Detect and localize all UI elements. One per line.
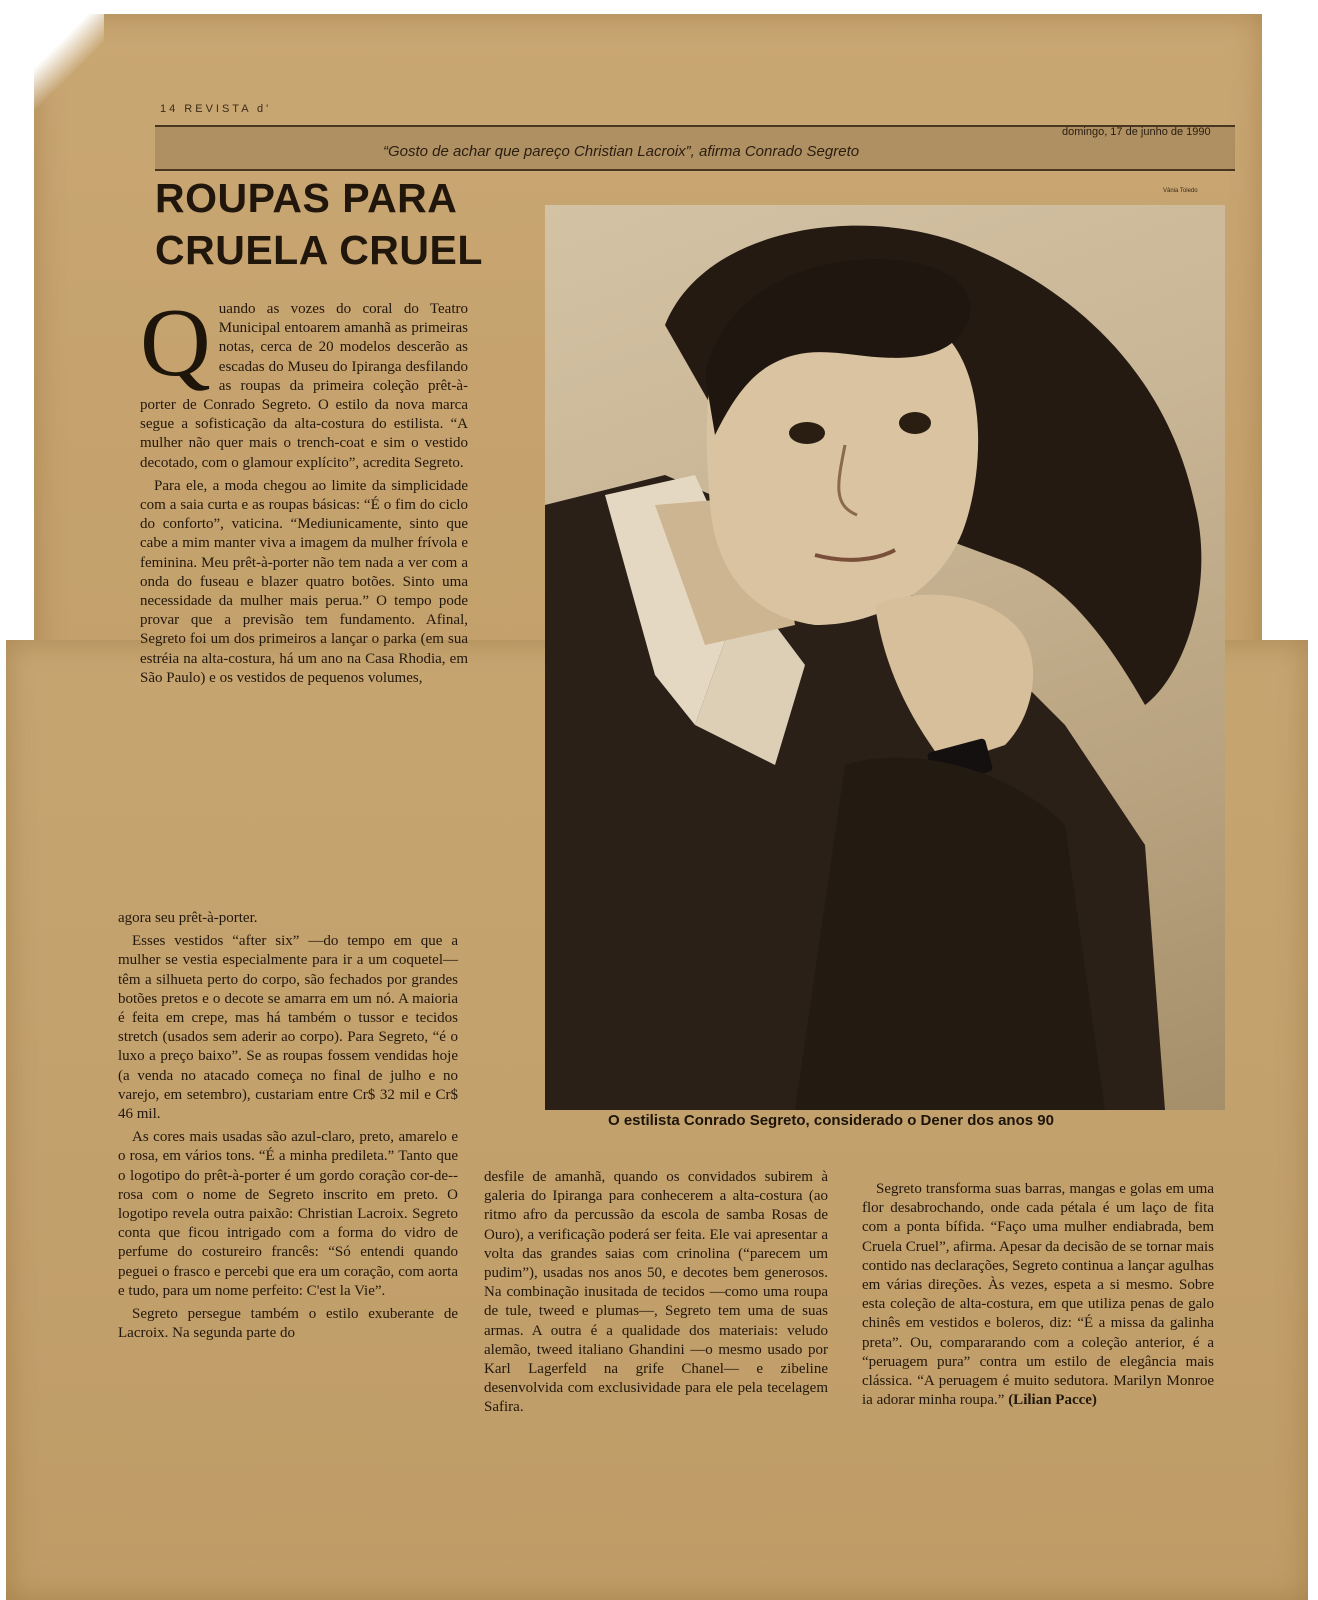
portrait-photo	[545, 205, 1225, 1110]
article-column-3	[862, 1180, 1214, 1414]
strap-title: “Gosto de achar que pareço Christian Lacroix”, afirma Conrado Segreto	[383, 143, 860, 160]
article-column-2	[484, 1168, 828, 1422]
article-paragraph: As cores mais usadas são azul-claro, preto, amarelo e o rosa, em vários tons. “É a minha predileta.” Tanto que o logotipo do prêt-à-porter é um gordo coração cor-de--rosa com o nome de Segreto inscrito em preto. O logotipo revela outra paixão: Christian Lacroix. Segreto conta que ficou intrigado com a forma do vidro de perfume do costureiro francês: “Só entendi quando peguei o frasco e percebi que era um coração, com aorta e tudo, para um nome perfeito: C'est la Vie”.	[118, 1129, 458, 1299]
byline: (Lilian Pacce)	[1008, 1392, 1097, 1409]
photo-credit: Vânia Toledo	[1163, 188, 1198, 194]
article-paragraph: agora seu prêt-à-porter.	[118, 910, 258, 926]
article-paragraph	[140, 289, 468, 473]
article-paragraph: desfile de amanhã, quando os convidados subirem à galeria do Ipiranga para conhecerem a alta-costura (ao ritmo afro da percussão da escola de samba Rosas de Ouro), a verificação poderá ser feita. Ele vai apresentar a volta das grandes saias com crinolina (“parecem um pudim”), usadas nos anos 50, e decotes bem generosos. Na combinação inusitada de tecidos —como uma roupa de tule, tweed e plumas—, Segreto tem uma de suas armas. A outra é a qualidade dos materiais: veludo alemão, tweed italiano Ghandini —o mesmo usado por Karl Lagerfeld na grife Chanel— e zibeline desenvolvida com exclusividade para ele pela tecelagem Safira.	[484, 1169, 828, 1416]
paragraph-text: uando as vozes do coral do Teatro Municipal entoarem amanhã as primeiras notas, cerca de 20 modelos descerão as escadas do Museu do Ipiranga desfilando as roupas da primeira coleção prêt-à-porter de Conrado Segreto. O estilo da nova marca segue a sofisticação da alta-costura do estilista. “A mulher não quer mais o trench-coat e sim o vestido decotado, com o glamour explícito”, acredita Segreto.	[140, 301, 468, 471]
article-paragraph: Segreto persegue também o estilo exuberante de Lacroix. Na segunda parte do	[118, 1306, 458, 1342]
article-paragraph: Para ele, a moda chegou ao limite da simplicidade com a saia curta e as roupas básicas: “É o fim do ciclo do conforto”, vaticina. “Mediunicamente, sinto que cabe a mim manter viva a imagem da mulher frívola e feminina. Meu prêt-à-porter não tem nada a ver com a onda do fuseau e blazer quatro botões. Sinto uma necessidade da mulher mais perua.” O tempo pode provar que a previsão tem fundamento. Afinal, Segreto foi um dos primeiros a lançar o parka (em sua estréia na alta-costura, há um ano na Casa Rhodia, em São Paulo) e os vestidos de pequenos volumes,	[140, 477, 468, 686]
article-column-1-top	[140, 289, 468, 692]
portrait-illustration	[545, 205, 1225, 1110]
headline-line-1: ROUPAS PARA	[155, 175, 458, 221]
article-paragraph	[862, 1180, 1214, 1410]
page-label: 14 REVISTA d'	[160, 103, 272, 115]
photo-caption: O estilista Conrado Segreto, considerado o Dener dos anos 90	[608, 1112, 1054, 1129]
dropcap: Q	[140, 289, 211, 397]
dateline: domingo, 17 de junho de 1990	[1062, 126, 1211, 138]
article-paragraph: Esses vestidos “after six” —do tempo em que a mulher se vestia especialmente para ir a um coquetel— têm a silhueta perto do corpo, são fechados por grandes botões pretos e o decote se amarra em um nó. A maioria é feita em crepe, mas há também o tussor e tecidos stretch (usados sem aderir ao corpo). Para Segreto, “é o luxo a preço baixo”. Se as roupas fossem vendidas hoje (a venda no atacado começa no final de julho e no varejo, em setembro), custariam entre Cr$ 32 mil e Cr$ 46 mil.	[118, 933, 458, 1123]
paragraph-text: Segreto transforma suas barras, mangas e golas em uma flor desabrochando, onde cada pétala é um laço de fita com a ponta bífida. “Faço uma mulher endiabrada, bem Cruela Cruel”, afirma. Apesar da decisão de se tornar mais contido nas declarações, Segreto continua a lançar agulhas em várias direções. Às vezes, espeta a si mesmo. Sobre esta coleção de alta-costura, em que utiliza penas de galo chinês em vestidos e boleros, diz: “É a missa da galinha preta”. Ou, compararando com a coleção anterior, é a “peruagem pura” contra um estilo de elegância mais clássica. “A peruagem é muito sedutora. Marilyn Monroe ia adorar minha roupa.”	[862, 1181, 1214, 1409]
headline-line-2: CRUELA CRUEL	[155, 227, 483, 273]
headline	[155, 172, 495, 276]
article-column-1-bottom	[118, 909, 458, 1347]
